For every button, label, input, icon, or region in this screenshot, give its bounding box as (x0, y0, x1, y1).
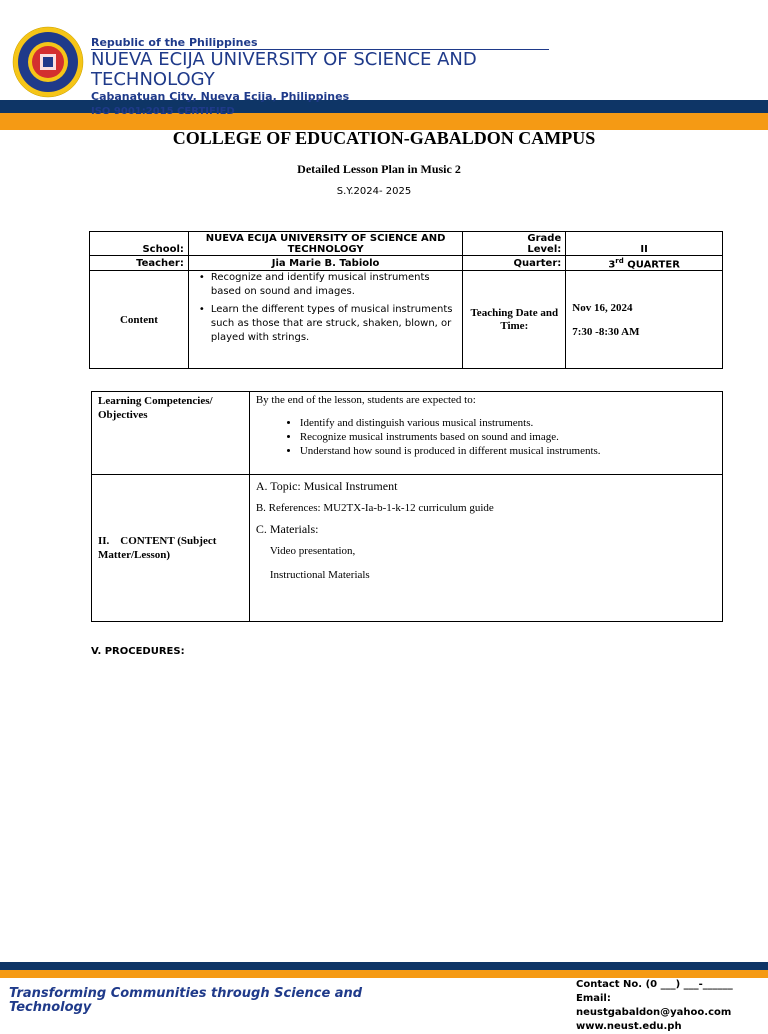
footer-band-blue (0, 962, 768, 970)
contact-email: Email: neustgabaldon@yahoo.com (576, 993, 732, 1018)
university-seal-icon (12, 26, 84, 98)
content-item: • Recognize and identify musical instruments based on sound and images. (203, 271, 458, 299)
location-label: Cabanatuan City, Nueva Ecija, Philippines (91, 90, 350, 103)
info-table (89, 231, 723, 369)
university-name: NUEVA ECIJA UNIVERSITY OF SCIENCE AND TECHNOLOGY (91, 49, 477, 90)
quarter-value (566, 256, 723, 271)
material-item: Video presentation, (269, 545, 356, 557)
procedures-label: V. PROCEDURES: (91, 646, 185, 657)
plan-title: Detailed Lesson Plan in Music 2 (297, 162, 461, 176)
quarter-label: Quarter: (463, 256, 566, 271)
objective-item: • Identify and distinguish various musical instruments. (300, 416, 716, 430)
teaching-date: Nov 16, 2024 (572, 301, 633, 314)
lesson-table (91, 391, 723, 622)
content-label: Content (90, 271, 189, 369)
references: B. References: MU2TX-Ia-b-1-k-12 curriculum guide (255, 502, 494, 514)
content-list (193, 271, 458, 345)
topic: A. Topic: Musical Instrument (255, 479, 398, 493)
competencies-intro: By the end of the lesson, students are expected to: (255, 394, 476, 406)
content-section-label: II. CONTENT (Subject Matter/Lesson) (92, 475, 250, 622)
grade-label: Grade Level: (463, 232, 566, 256)
republic-label: Republic of the Philippines (91, 36, 258, 49)
competencies-cell (249, 392, 722, 475)
objective-item: • Recognize musical instruments based on sound and image. (300, 430, 716, 444)
footer-contact (576, 978, 768, 1034)
school-year: S.Y.2024- 2025 (336, 186, 412, 197)
objectives-list (256, 416, 716, 458)
competencies-label: Learning Competencies/ Objectives (92, 392, 250, 475)
contact-number: Contact No. (0 ___) ___-______ (576, 979, 733, 990)
school-value: NUEVA ECIJA UNIVERSITY OF SCIENCE AND TECHNOLOGY (188, 232, 462, 256)
footer-band-orange (0, 970, 768, 978)
content-cell (188, 271, 462, 369)
teaching-value (566, 271, 723, 369)
teaching-label: Teaching Date and Time: (463, 271, 566, 369)
content-section-cell (249, 475, 722, 622)
content-item: • Learn the different types of musical instruments such as those that are struck, shaken, blown, or played with strings. (203, 303, 458, 345)
objective-item: • Understand how sound is produced in different musical instruments. (300, 444, 716, 458)
quarter-sup: rd (615, 257, 624, 265)
quarter-num: 3 (608, 259, 616, 271)
teaching-time: 7:30 -8:30 AM (572, 325, 640, 338)
college-title: COLLEGE OF EDUCATION-GABALDON CAMPUS (172, 128, 596, 148)
iso-label: ISO 9001:2015 CERTIFIED (91, 106, 235, 116)
footer-tagline: Transforming Communities through Science and Technology (9, 986, 363, 1015)
quarter-word: QUARTER (627, 259, 680, 271)
teacher-value: Jia Marie B. Tabiolo (188, 256, 462, 271)
school-label: School: (90, 232, 189, 256)
material-item: Instructional Materials (269, 569, 370, 581)
materials-label: C. Materials: (255, 522, 319, 536)
teacher-label: Teacher: (90, 256, 189, 271)
contact-website: www.neust.edu.ph (576, 1021, 682, 1032)
grade-value: II (566, 232, 723, 256)
